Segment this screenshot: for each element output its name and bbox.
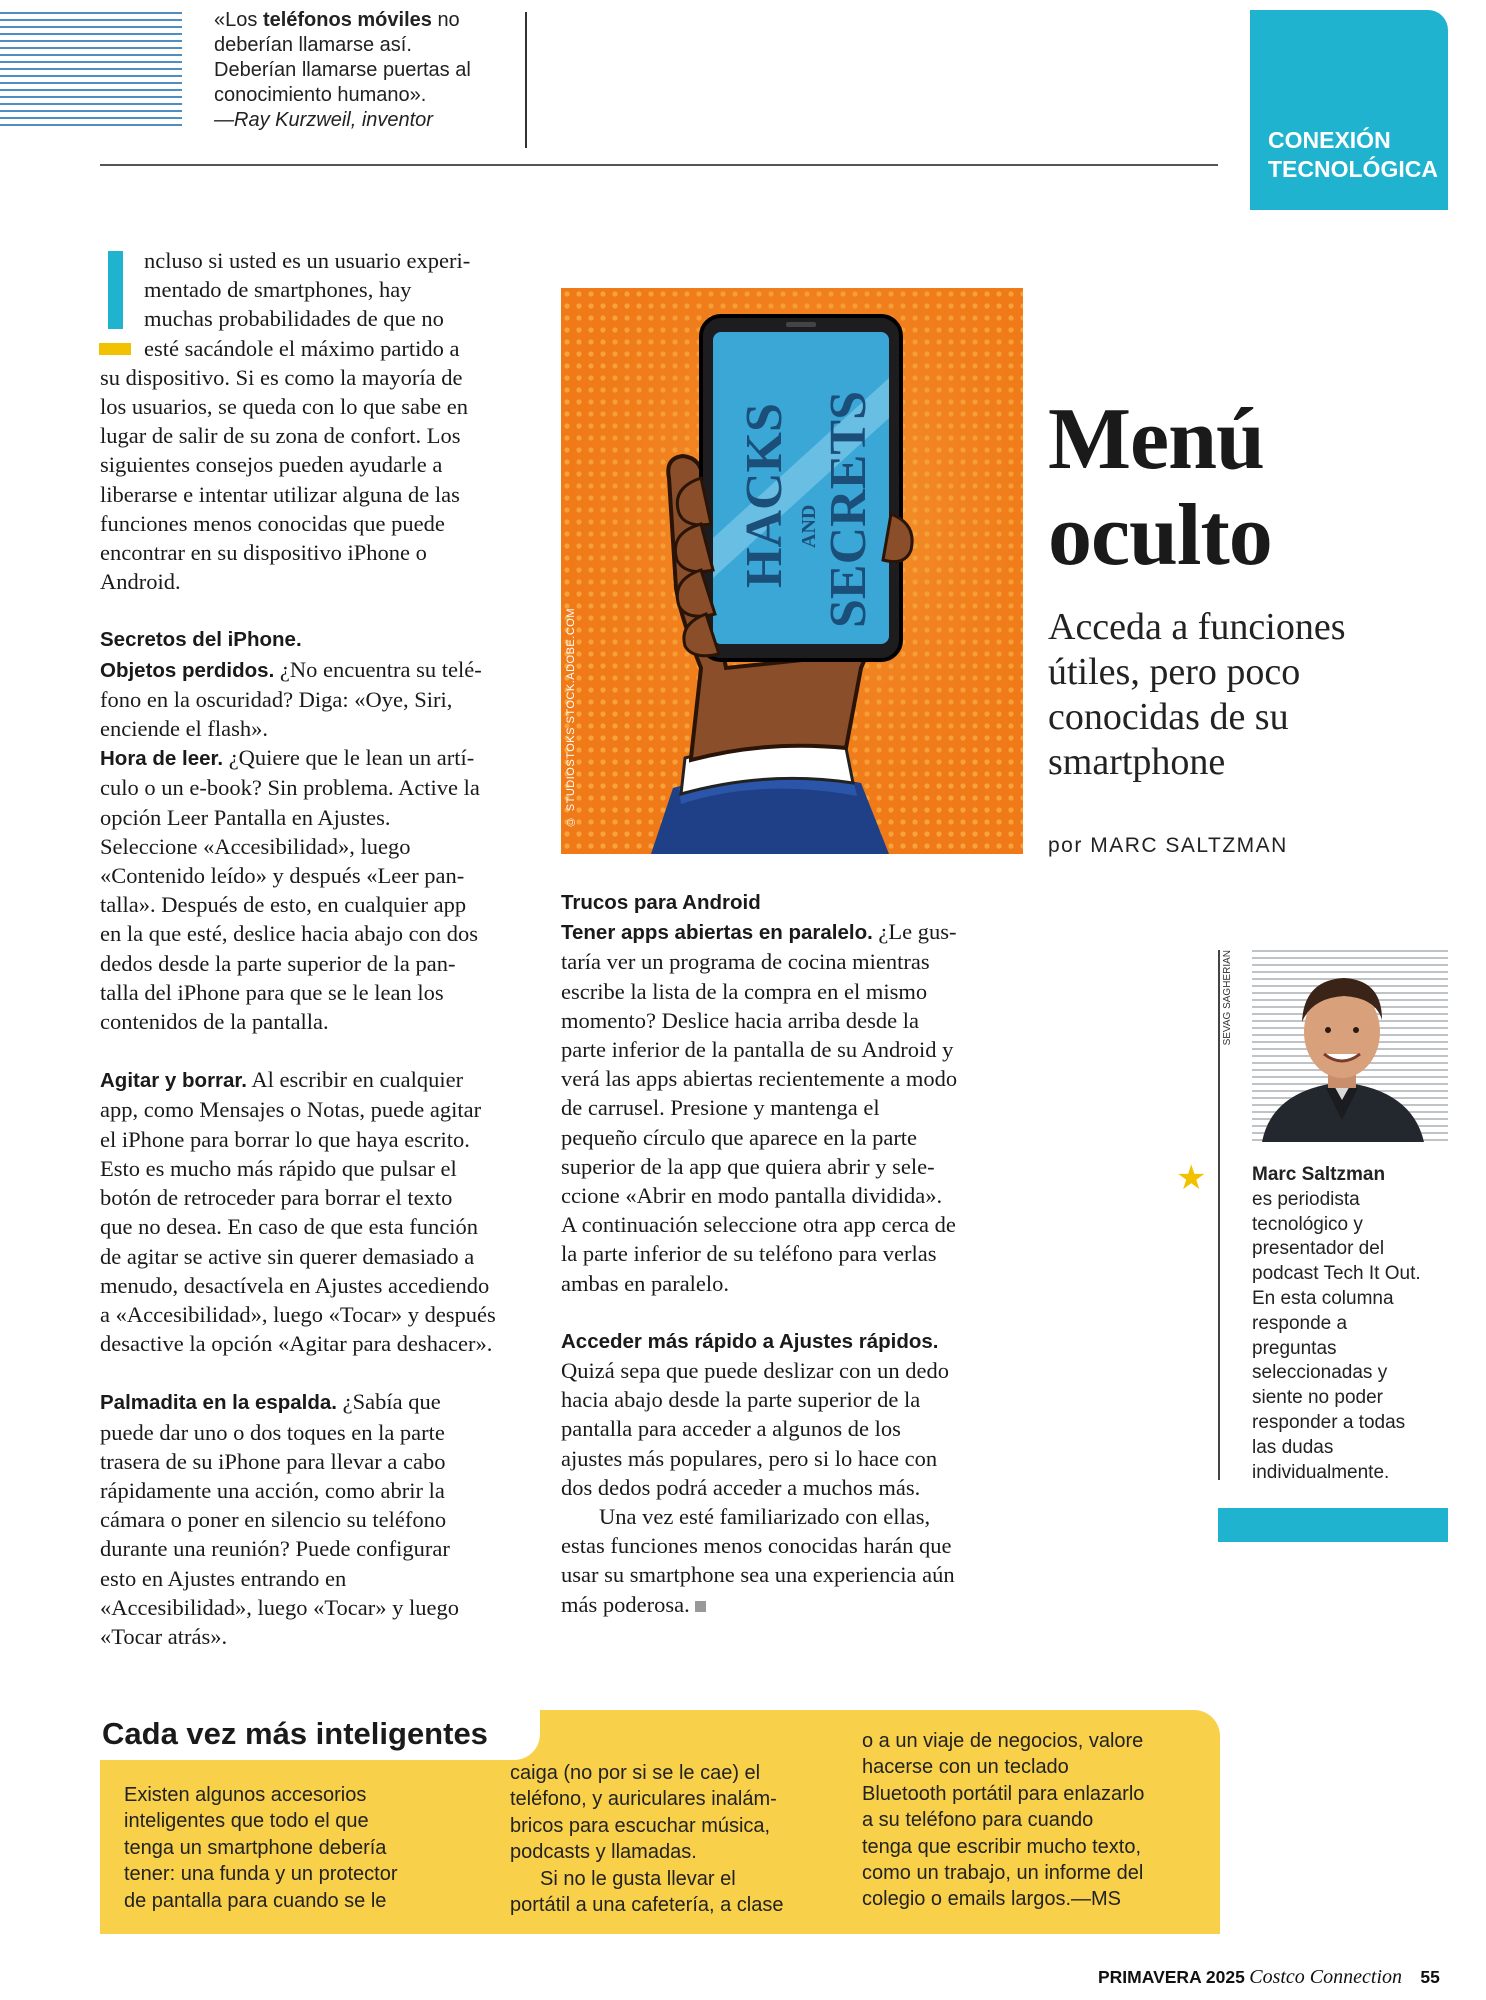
- pull-quote: «Los teléfonos móviles no deberían llamarse así. Deberían llamarse puertas al conocimiento humano». —Ray Kurzweil, inventor: [214, 8, 534, 133]
- author-bio: Marc Saltzman es periodista tecnológico y presentador del podcast Tech It Out. En esta columna responde a preguntas seleccionadas y siente no poder responder a todas las dudas individualmente.: [1252, 1163, 1452, 1485]
- svg-text:HACKS: HACKS: [736, 403, 793, 588]
- sidebar-column-2: caiga (no por si se le cae) el teléfono, y auriculares inalám- bricos para escuchar música, podcasts y llamadas. Si no le gusta llevar el portátil a una cafetería, a clase: [510, 1762, 784, 1917]
- image-credit: © STUDIOSTOKS STOCK.ADOBE.COM: [565, 608, 577, 828]
- footer-magazine: Costco Connection: [1249, 1966, 1402, 1988]
- divider: [100, 164, 1218, 166]
- article-column-1: ncluso si usted es un usuario experi- mentado de smartphones, hay muchas probabilidades de que no esté sacándole el máximo partido a su dispositivo. Si es como la mayoría de los usuarios, se queda con lo que sabe en lugar de salir de su zona de confort. Los siguientes consejos pueden ayudarle a liberarse e intentar utilizar alguna de las funciones menos conocidas que puede encontrar en su dispositivo iPhone o Android. Secretos del iPhone. Objetos perdidos. ¿No encuentra su telé- fono en la oscuridad? Diga: «Oye, Siri, enciende el flash». Hora de leer. ¿Quiere que le lean un artí- culo o un e-book? Sin problema. Active la opción Leer Pantalla en Ajustes. Seleccione «Accesibilidad», luego «Contenido leído» y después «Leer pan- talla». Después de esto, en cualquier app en la que esté, deslice hacia abajo con dos dedos desde la parte superior de la pan- talla del iPhone para que se le lean los contenidos de la pantalla. Agitar y borrar. Al escribir en cualquier app, como Mensajes o Notas, puede agitar el iPhone para borrar lo que haya escrito. Esto es mucho más rápido que pulsar el botón de retroceder para borrar el texto que no desea. En caso de que esta función de agitar se active sin querer demasiado a menudo, desactívela en Ajustes accediendo a «Accesibilidad», luego «Tocar» y después desactive la opción «Agitar para deshacer». Palmadita en la espalda. ¿Sabía que puede dar uno o dos toques en la parte trasera de su iPhone para llevar a cabo rápidamente una acción, como abrir la cámara o poner en silencio su teléfono durante una reunión? Puede configurar esto en Ajustes entrando en «Accesibilidad», luego «Tocar» y luego «Tocar atrás».: [100, 246, 540, 1651]
- page-footer: [1098, 1966, 1440, 1989]
- divider: [1218, 950, 1220, 1480]
- byline: por MARC SALTZMAN: [1048, 834, 1288, 857]
- section-tag: CONEXIÓN TECNOLÓGICA: [1250, 10, 1448, 210]
- subheading: Acceder más rápido a Ajustes rápidos.: [561, 1329, 939, 1353]
- hero-illustration: [561, 288, 1023, 854]
- svg-text:SECRETS: SECRETS: [820, 391, 877, 628]
- sidebar-column-3: o a un viaje de negocios, valore hacerse con un teclado Bluetooth portátil para enlazarlo a su teléfono para cuando tenga que escribir mucho texto, como un trabajo, un informe del colegio o emails largos.—MS: [862, 1730, 1145, 1911]
- article-subtitle: Acceda a funciones útiles, pero poco conocidas de su smartphone: [1048, 606, 1346, 783]
- svg-text:AND: AND: [798, 504, 820, 548]
- photo-credit: SEVAG SAGHERIAN: [1222, 950, 1233, 1046]
- sidebar-title: Cada vez más inteligentes: [102, 1716, 488, 1751]
- decorative-stripes: [0, 12, 182, 130]
- subheading: Secretos del iPhone.: [100, 628, 302, 652]
- sidebar-column-1: Existen algunos accesorios inteligentes que todo el que tenga un smartphone debería tener: una funda y un protector de pantalla para cuando se le: [124, 1784, 398, 1912]
- footer-season: PRIMAVERA 2025: [1098, 1967, 1245, 1987]
- article-title: Menú oculto: [1048, 391, 1272, 584]
- divider: [525, 12, 527, 148]
- author-name: Marc Saltzman: [1252, 1164, 1386, 1185]
- page-number: 55: [1420, 1967, 1440, 1987]
- quote-author: —Ray Kurzweil, inventor: [214, 109, 433, 131]
- end-mark-icon: [695, 1601, 706, 1612]
- decorative-bar: [1218, 1508, 1448, 1542]
- subheading: Trucos para Android: [561, 891, 761, 914]
- article-column-2: Trucos para Android Tener apps abiertas en paralelo. ¿Le gus- taría ver un programa de cocina mientras escribe la lista de la compra en el mismo momento? Deslice hacia arriba desde la parte inferior de la pantalla de su Android y verá las apps abiertas recientemente a modo de carrusel. Presione y mantenga el pequeño círculo que aparece en la parte superior de la app que quiera abrir y sele- ccione «Abrir en modo pantalla dividida». A continuación seleccione otra app cerca de la parte inferior de su teléfono para verlas ambas en paralelo. Acceder más rápido a Ajustes rápidos. Quizá sepa que puede deslizar con un dedo hacia abajo desde la parte superior de la pantalla para acceder a algunos de los ajustes más populares, pero si lo hace con dos dedos podrá acceder a muchos más. Una vez esté familiarizado con ellas, estas funciones menos conocidas harán que usar su smartphone sea una experiencia aún más poderosa.: [561, 888, 1031, 1619]
- star-icon: ★: [1176, 1160, 1207, 1197]
- author-photo: [1252, 950, 1432, 1142]
